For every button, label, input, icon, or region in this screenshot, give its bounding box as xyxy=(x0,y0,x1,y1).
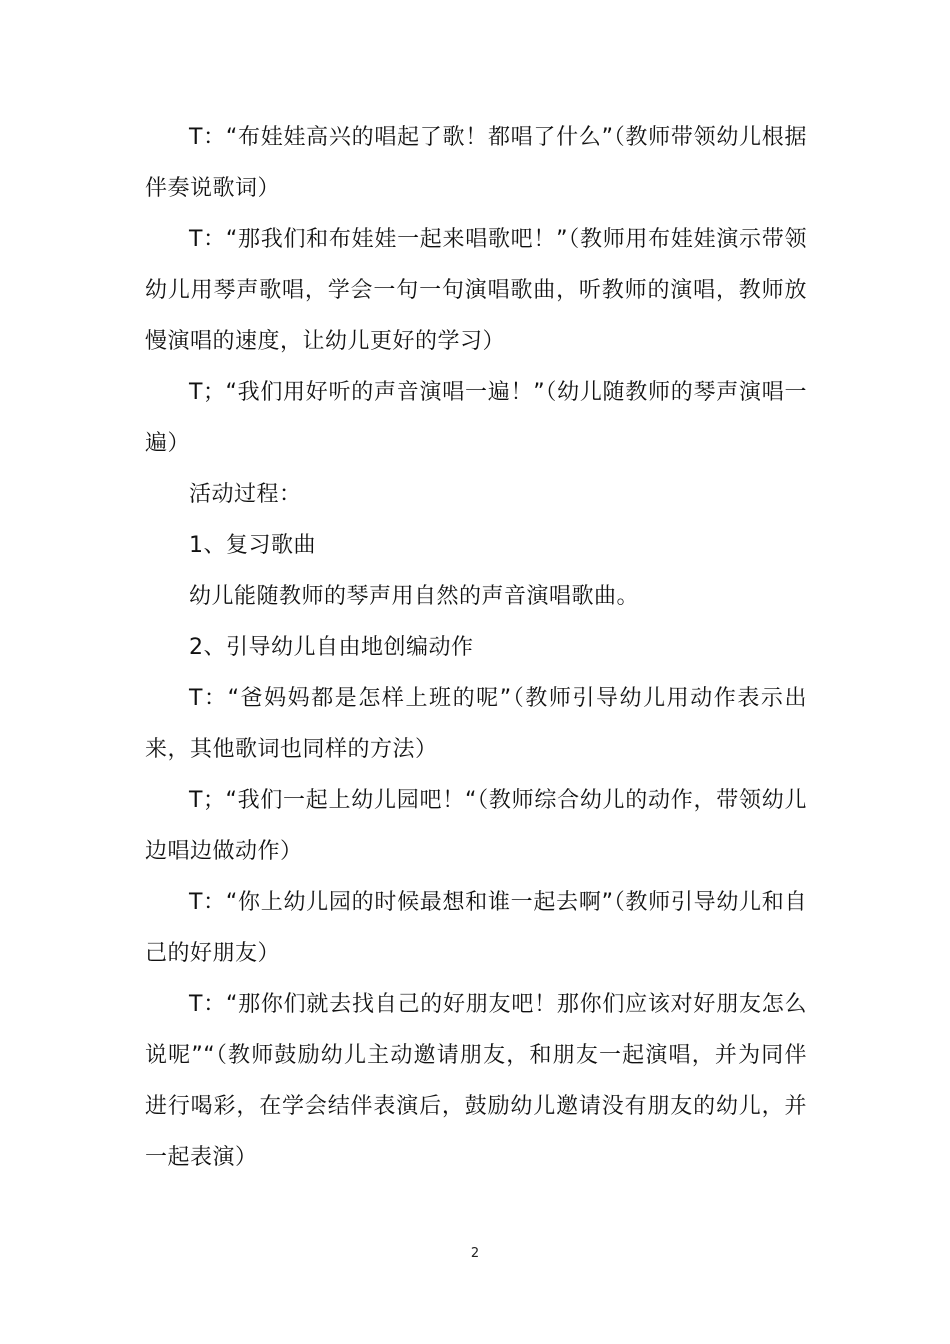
paragraph: T：“那我们和布娃娃一起来唱歌吧！”（教师用布娃娃演示带领幼儿用琴声歌唱，学会一句一句演唱歌曲，听教师的演唱，教师放慢演唱的速度，让幼儿更好的学习） xyxy=(145,227,807,354)
paragraph: T；“我们一起上幼儿园吧！“（教师综合幼儿的动作，带领幼儿边唱边做动作） xyxy=(145,788,807,864)
paragraph: T：“你上幼儿园的时候最想和谁一起去啊”（教师引导幼儿和自己的好朋友） xyxy=(145,890,807,966)
document-body xyxy=(145,112,807,1183)
paragraph: T：“那你们就去找自己的好朋友吧！那你们应该对好朋友怎么说呢”“（教师鼓励幼儿主动邀请朋友，和朋友一起演唱，并为同伴进行喝彩，在学会结伴表演后，鼓励幼儿邀请没有朋友的幼儿，并一起表演） xyxy=(145,992,807,1170)
section-heading: 活动过程： xyxy=(189,482,302,507)
paragraph: T：“爸妈妈都是怎样上班的呢”（教师引导幼儿用动作表示出来，其他歌词也同样的方法） xyxy=(145,686,807,762)
list-item: 1、复习歌曲 xyxy=(189,533,316,558)
paragraph: T；“我们用好听的声音演唱一遍！”（幼儿随教师的琴声演唱一遍） xyxy=(145,380,807,456)
list-item: 2、引导幼儿自由地创编动作 xyxy=(189,635,474,660)
page-number: 2 xyxy=(470,1246,480,1261)
paragraph: 幼儿能随教师的琴声用自然的声音演唱歌曲。 xyxy=(189,584,640,609)
paragraph: T：“布娃娃高兴的唱起了歌！都唱了什么”（教师带领幼儿根据伴奏说歌词） xyxy=(145,125,807,201)
